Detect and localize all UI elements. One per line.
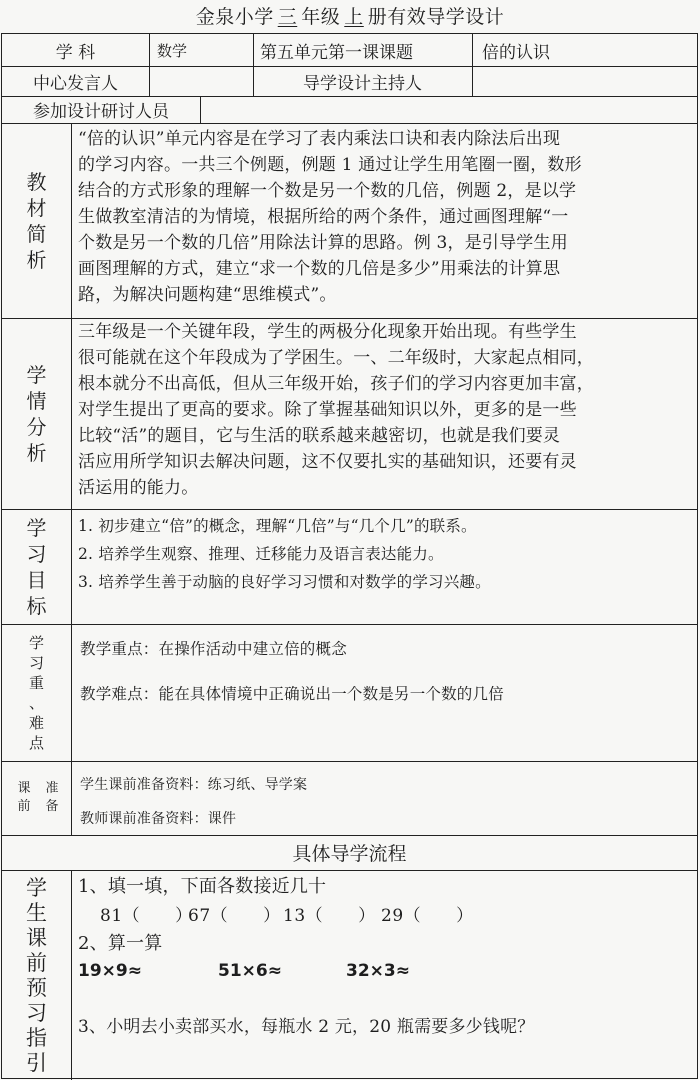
question-3: 3、小明去小卖部买水，每瓶水 2 元，20 瓶需要多少钱呢？ bbox=[78, 1017, 535, 1037]
host-value bbox=[482, 66, 697, 96]
flow-heading: 具体导学流程 bbox=[292, 843, 407, 865]
volume-value: 上 bbox=[344, 6, 364, 28]
preview-guide-label: 学 生 课 前 预 习 指 引 bbox=[26, 876, 47, 1075]
calc-item: 19×9≈ bbox=[78, 961, 142, 981]
subject-value: 数学 bbox=[157, 41, 188, 60]
subject-label: 学 科 bbox=[55, 42, 96, 63]
key-focus-text: 教学重点：在操作活动中建立倍的概念 bbox=[80, 640, 347, 658]
calc-item: 51×6≈ bbox=[218, 961, 282, 981]
fill-item[interactable]: 29（ ） bbox=[381, 906, 474, 926]
question-2: 2、算一算 bbox=[78, 933, 163, 954]
title-suffix: 册有效导学设计 bbox=[367, 6, 505, 28]
participants-label: 参加设计研讨人员 bbox=[33, 102, 169, 122]
fill-item[interactable]: 67（ ） bbox=[188, 906, 281, 926]
speaker-label: 中心发言人 bbox=[33, 73, 118, 94]
speaker-value bbox=[157, 66, 253, 96]
host-label: 导学设计主持人 bbox=[303, 73, 422, 94]
question-1-items bbox=[100, 902, 600, 930]
document-title bbox=[0, 2, 700, 32]
grade-value: 三 bbox=[277, 6, 298, 28]
fill-item[interactable]: 81（ ） bbox=[100, 906, 193, 926]
question-1: 1、填一填，下面各数接近几十 bbox=[78, 876, 327, 897]
participants-value bbox=[208, 96, 688, 123]
material-analysis-label: 教 材 简 析 bbox=[26, 169, 47, 272]
lesson-plan-table bbox=[1, 33, 698, 1079]
unit-label: 第五单元第一课课题 bbox=[260, 42, 413, 63]
fill-item[interactable]: 13（ ） bbox=[283, 906, 376, 926]
teacher-prep-text: 教师课前准备资料：课件 bbox=[80, 811, 237, 827]
learning-goals-label: 学 习 目 标 bbox=[26, 515, 47, 618]
grade-suffix: 年级 bbox=[301, 6, 341, 28]
student-analysis-label: 学 情 分 析 bbox=[26, 362, 47, 465]
learning-goals-text: 1. 初步建立“倍”的概念，理解“几倍”与“几个几”的联系。 2. 培养学生观察、推理、迁移能力及语言表达能力。 3. 培养学生善于动脑的良好学习习惯和对数学的学习兴趣。 bbox=[78, 517, 491, 591]
key-points-label: 学 习 重 、 难 点 bbox=[28, 633, 44, 752]
calc-item: 32×3≈ bbox=[346, 961, 410, 981]
question-2-items bbox=[78, 958, 578, 984]
lesson-topic: 倍的认识 bbox=[482, 42, 550, 63]
school-name: 金泉小学 bbox=[195, 6, 274, 28]
material-analysis-text: “倍的认识”单元内容是在学习了表内乘法口诀和表内除法后出现 的学习内容。一共三个例题，例题 1 通过让学生用笔圈一圈，数形 结合的方式形象的理解一个数是另一个数的几倍，例题 2，是以学 生做教室清洁的为情境，根据所给的两个条件，通过画图理解“一 个数是另一个数的几倍”用除法计算的思路。例 3，是引导学生用 画图理解的方式，建立“求一个数的几倍是多少”用乘法的计算思 路，为解决问题构建“思维模式”。 bbox=[78, 129, 582, 305]
student-analysis-text: 三年级是一个关键年段，学生的两极分化现象开始出现。有些学生 很可能就在这个年段成为了学困生。一、二年级时，大家起点相同， 根本就分不出高低，但从三年级开始，孩子们的学习内容更加丰富， 对学生提出了更高的要求。除了掌握基础知识以外，更多的是一些 比较“活”的题目，它与生活的联系越来越密切，也就是我们要灵 活应用所学知识去解决问题，这不仅要扎实的基础知识，还要有灵 活运用的能力。 bbox=[78, 322, 594, 498]
preparation-label: 课 准 前 备 bbox=[17, 781, 59, 814]
student-prep-text: 学生课前准备资料：练习纸、导学案 bbox=[80, 777, 308, 793]
key-difficulty-text: 教学难点：能在具体情境中正确说出一个数是另一个数的几倍 bbox=[80, 685, 504, 703]
